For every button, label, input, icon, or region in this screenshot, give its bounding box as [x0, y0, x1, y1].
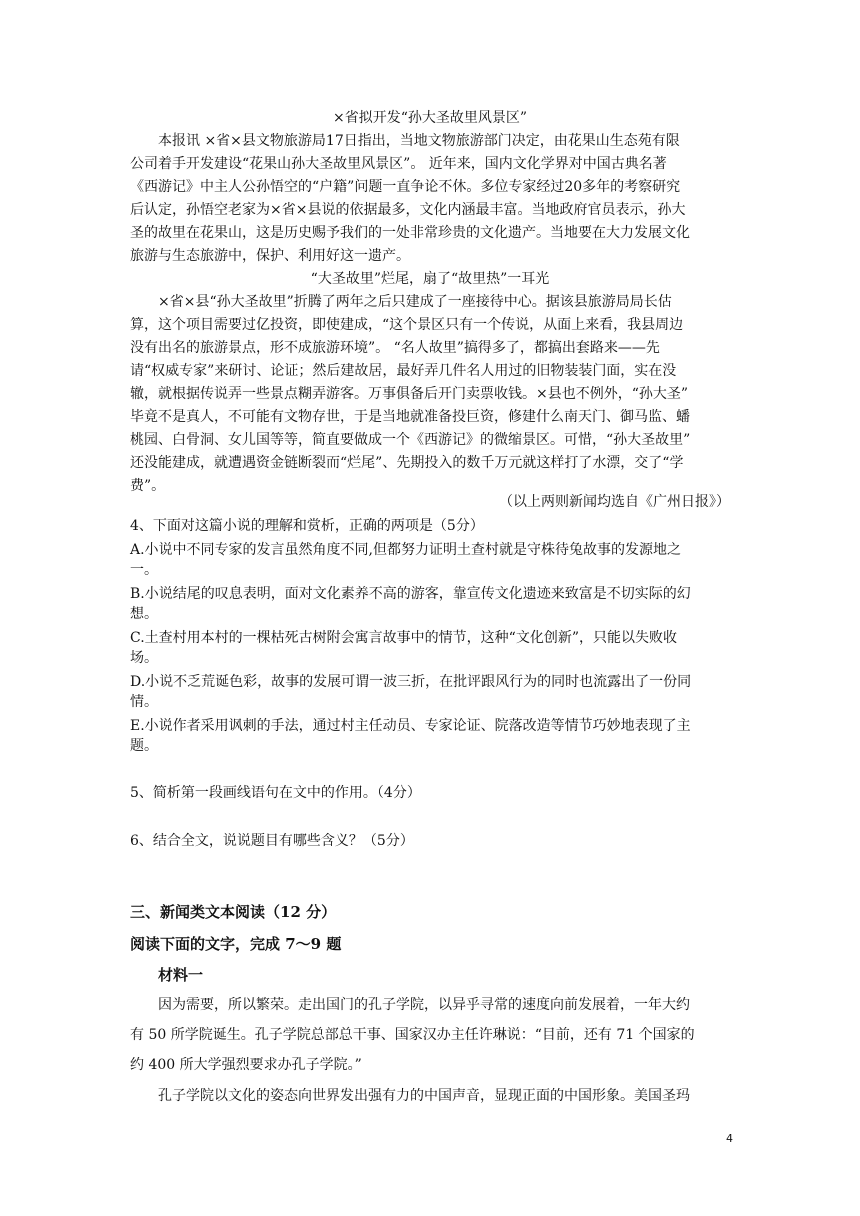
option-b-line: 想。 — [130, 606, 158, 622]
news-source: （以上两则新闻均选自《广州日报》） — [499, 494, 730, 510]
news2-line: 没有出名的旅游景点，形不成旅游环境”。 “名人故里”搞得多了，都搞出套路来——先 — [130, 340, 660, 356]
section-3-instruction: 阅读下面的文字，完成 7～9 题 — [130, 935, 342, 953]
option-a-line: A.小说中不同专家的发言虽然角度不同,但都努力证明土查村就是守株待兔故事的发源地之 — [130, 542, 682, 558]
material-line: 有 50 所学院诞生。孔子学院总部总干事、国家汉办主任许琳说：“目前，还有 71 个国家的 — [130, 1027, 695, 1043]
news2-line: 毕竟不是真人，不可能有文物存世，于是当地就准备投巨资，修建什么南天门、御马监、蟠 — [130, 409, 690, 425]
news1-line: 《西游记》中主人公孙悟空的“户籍”问题一直争论不休。多位专家经过20多年的考察研究 — [130, 179, 681, 195]
question-5: 5、简析第一段画线语句在文中的作用。（4分） — [130, 785, 421, 801]
question-4-stem: 4、下面对这篇小说的理解和赏析，正确的两项是（5分） — [130, 518, 484, 534]
option-d-line: D.小说不乏荒诞色彩，故事的发展可谓一波三折，在批评跟风行为的同时也流露出了一份同 — [130, 674, 692, 690]
option-d-line: 情。 — [130, 694, 158, 710]
material-line: 约 400 所大学强烈要求办孔子学院。” — [130, 1057, 362, 1073]
question-6: 6、结合全文，说说题目有哪些含义？（5分） — [130, 833, 414, 849]
news1-line: 公司着手开发建设“花果山孙大圣故里风景区”。 近年来，国内文化学界对中国古典名著 — [130, 156, 667, 172]
news1-line: 旅游与生态旅游中，保护、利用好这一遗产。 — [130, 248, 410, 264]
page-number: 4 — [726, 1132, 733, 1145]
material-label: 材料一 — [158, 966, 204, 984]
option-e-line: E.小说作者采用讽刺的手法，通过村主任动员、专家论证、院落改造等情节巧妙地表现了主 — [130, 718, 691, 734]
material-line: 因为需要，所以繁荣。走出国门的孔子学院，以异乎寻常的速度向前发展着，一年大约 — [158, 997, 690, 1013]
news2-line: 费”。 — [130, 478, 166, 494]
news1-line: 后认定，孙悟空老家为×省×县说的依据最多，文化内涵最丰富。当地政府官员表示，孙大 — [130, 202, 686, 218]
option-c-line: 场。 — [130, 650, 158, 666]
news1-title: ×省拟开发“孙大圣故里风景区” — [332, 110, 528, 126]
section-3-heading: 三、新闻类文本阅读（12 分） — [130, 903, 337, 921]
news2-line: 桃园、白骨洞、女儿国等等，简直要做成一个《西游记》的微缩景区。可惜，“孙大圣故里” — [130, 432, 691, 448]
news2-title: “大圣故里”烂尾，扇了“故里热”一耳光 — [310, 271, 550, 287]
news1-line: 圣的故里在花果山，这是历史赐予我们的一处非常珍贵的文化遗产。当地要在大力发展文化 — [130, 225, 690, 241]
material-line: 孔子学院以文化的姿态向世界发出强有力的中国声音，显现正面的中国形象。美国圣玛 — [158, 1088, 690, 1104]
option-c-line: C.土查村用本村的一棵枯死古树附会寓言故事中的情节，这种“文化创新”，只能以失败收 — [130, 630, 677, 646]
news2-line: 算，这个项目需要过亿投资，即使建成，“这个景区只有一个传说，从面上来看，我县周边 — [130, 317, 684, 333]
news2-line: 还没能建成，就遭遇资金链断裂而“烂尾”、先期投入的数千万元就这样打了水漂，交了“学 — [130, 455, 684, 471]
option-e-line: 题。 — [130, 738, 158, 754]
news2-line: ×省×县“孙大圣故里”折腾了两年之后只建成了一座接待中心。据该县旅游局局长估 — [158, 294, 672, 310]
option-b-line: B.小说结尾的叹息表明，面对文化素养不高的游客，靠宣传文化遗迹来致富是不切实际的幻 — [130, 586, 691, 602]
news2-line: 辙，就根据传说弄一些景点糊弄游客。万事俱备后开门卖票收钱。×县也不例外，“孙大圣” — [130, 386, 689, 402]
news1-line: 本报讯 ×省×县文物旅游局17日指出，当地文物旅游部门决定，由花果山生态苑有限 — [158, 133, 680, 149]
news2-line: 请“权威专家”来研讨、论证；然后建故居，最好弄几件名人用过的旧物装装门面，实在没 — [130, 363, 677, 379]
option-a-line: 一。 — [130, 562, 158, 578]
